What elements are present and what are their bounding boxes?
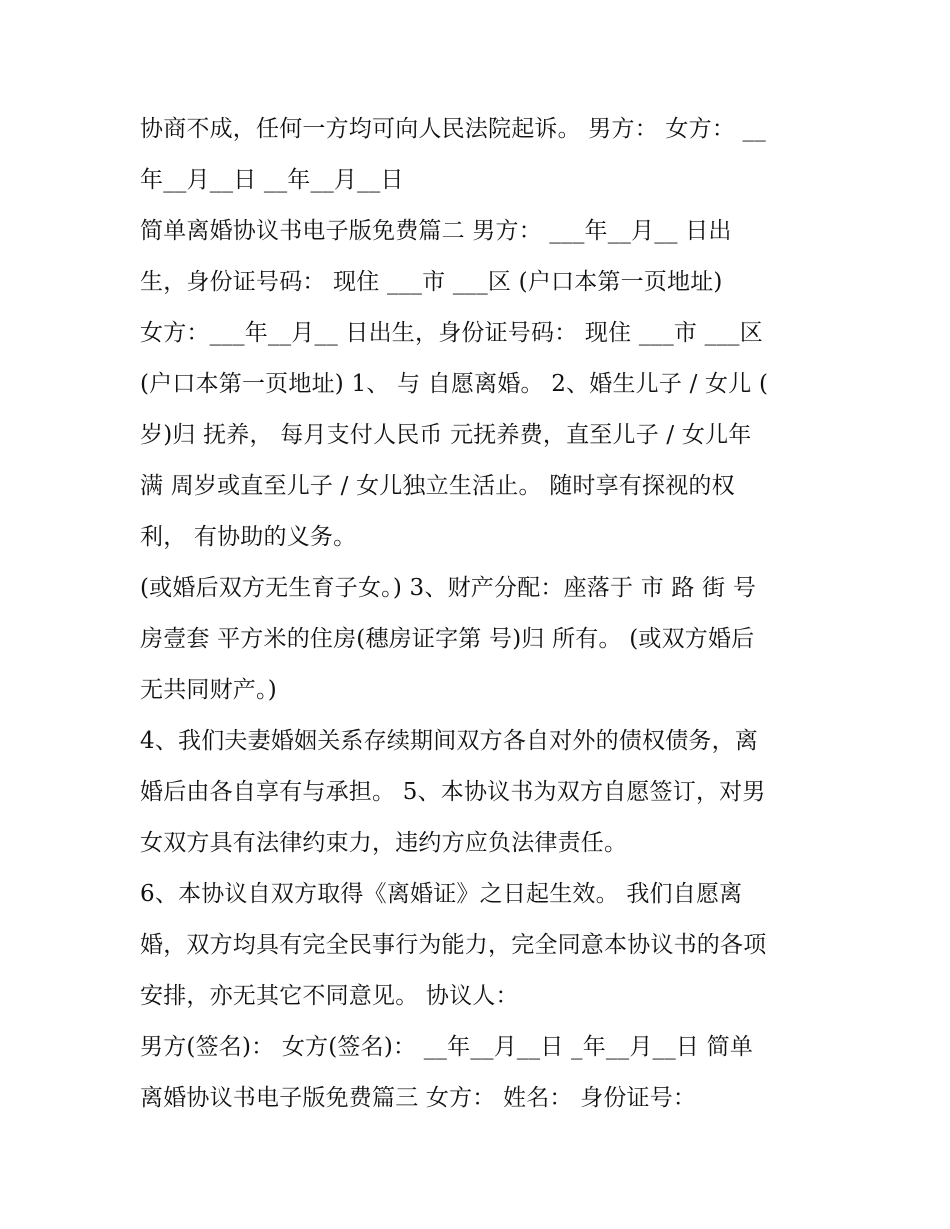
document-body (140, 104, 820, 1124)
text-line: 4、我们夫妻婚姻关系存续期间双方各自对外的债权债务，离 (140, 728, 759, 754)
text-line: 6、本协议自双方取得《离婚证》之日起生效。 我们自愿离 (140, 881, 743, 907)
text-line: 女双方具有法律约束力，违约方应负法律责任。 (140, 830, 628, 856)
text-line: 利， 有协助的义务。 (140, 524, 357, 550)
text-line: 安排，亦无其它不同意见。 协议人： (140, 983, 519, 1009)
text-line: 女方：___年__月__ 日出生，身份证号码： 现住 ___市 ___区 (140, 320, 763, 346)
text-line: 协商不成，任何一方均可向人民法院起诉。 男方： 女方： __ (140, 116, 766, 142)
text-line: 年__月__日 __年__月__日 (140, 167, 404, 193)
text-line: 岁)归 抚养， 每月支付人民币 元抚养费，直至儿子 / 女儿年 (140, 422, 752, 448)
text-line: (户口本第一页地址) 1、 与 自愿离婚。 2、婚生儿子 / 女儿 ( (140, 371, 769, 397)
text-line: 生，身份证号码： 现住 ___市 ___区 (户口本第一页地址) (140, 269, 723, 295)
text-line: 婚，双方均具有完全民事行为能力，完全同意本协议书的各项 (140, 932, 767, 958)
text-line: (或婚后双方无生育子女。) 3、财产分配：座落于 市 路 街 号 (140, 575, 757, 601)
text-line: 婚后由各自享有与承担。 5、本协议书为双方自愿签订，对男 (140, 779, 766, 805)
text-line: 简单离婚协议书电子版免费篇二 男方： ___年__月__ 日出 (140, 218, 732, 244)
text-line: 房壹套 平方米的住房(穗房证字第 号)归 所有。 (或双方婚后 (140, 626, 755, 652)
text-line: 无共同财产。) (140, 677, 277, 703)
text-line: 离婚协议书电子版免费篇三 女方： 姓名： 身份证号： (140, 1085, 697, 1111)
text-line: 满 周岁或直至儿子 / 女儿独立生活止。 随时享有探视的权 (140, 473, 735, 499)
text-line: 男方(签名)： 女方(签名)： __年__月__日 _年__月__日 简单 (140, 1034, 754, 1060)
